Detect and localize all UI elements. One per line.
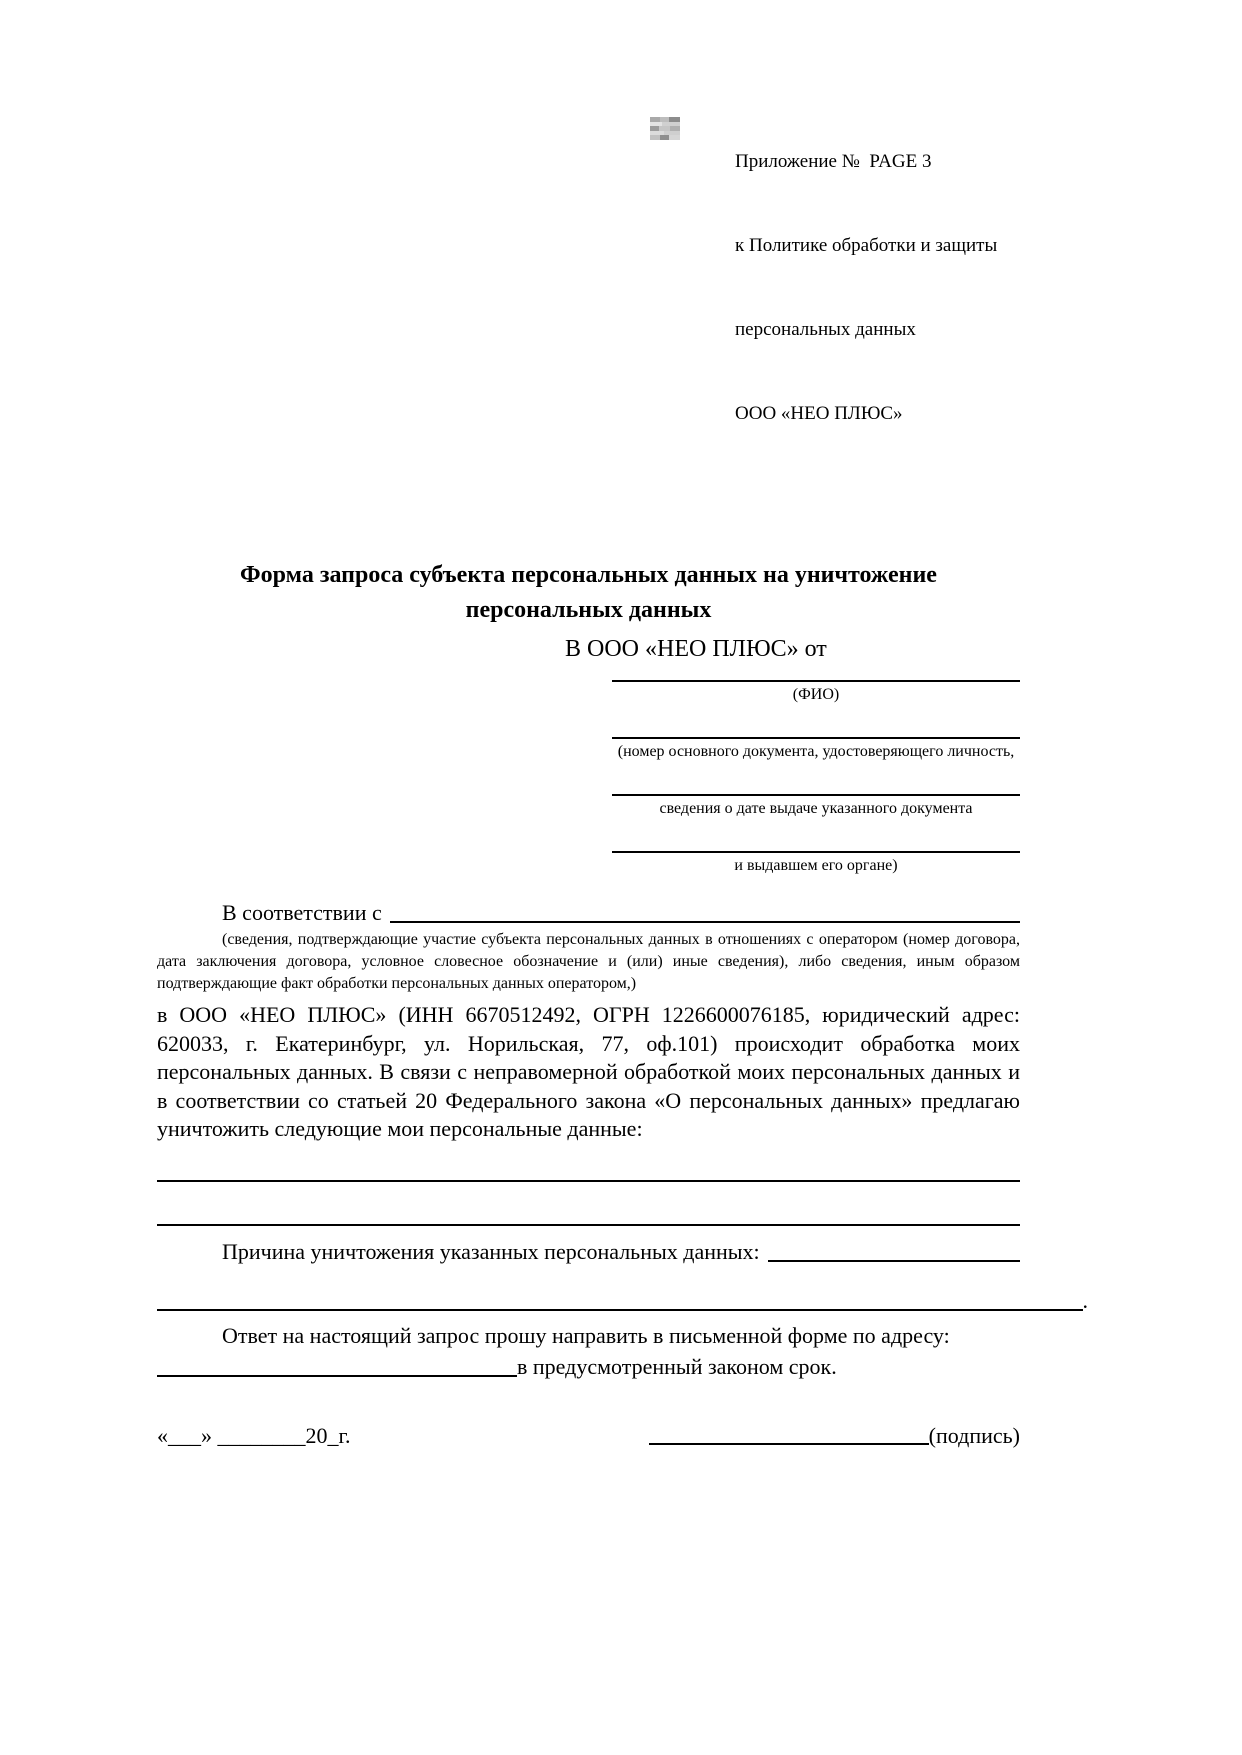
- document-title-line-2: персональных данных: [465, 597, 712, 623]
- appendix-header: [735, 92, 1020, 484]
- fio-caption: (ФИО): [792, 686, 840, 703]
- field-issue-date: [157, 794, 1020, 818]
- applicant-fields: [157, 680, 1020, 875]
- accordance-blank-line: [390, 921, 1020, 923]
- appendix-header-line-3: персональных данных: [735, 319, 916, 340]
- accordance-note: (сведения, подтверждающие участие субъекта персональных данных в отношениях с оператором (номер договора, дата заключения договора, условное словесное обозначение и (или) иные сведения), либо сведения, иным образом подтверждающие факт обработки персональных данных оператором,): [157, 931, 1020, 992]
- body-paragraph: в ООО «НЕО ПЛЮС» (ИНН 6670512492, ОГРН 1226600076185, юридический адрес: 620033, г. Екатеринбург, ул. Норильская, 77, оф.101) происходит обработка моих персональных данных. В связи с неправомерной обработкой моих персональных данных и в соответствии со статьей 20 Федерального закона «О персональных данных» предлагаю уничтожить следующие мои персональные данные:: [157, 1002, 1020, 1141]
- data-blank-line-2: [157, 1224, 1020, 1226]
- field-fio: [157, 680, 1020, 704]
- document-content: [157, 0, 1088, 1449]
- reason-continuation-row: [157, 1287, 1088, 1314]
- appendix-header-line-4: ООО «НЕО ПЛЮС»: [735, 403, 903, 424]
- accordance-prefix: В соответствии с: [222, 900, 382, 925]
- issue-date-caption: сведения о дате выдаче указанного документа: [659, 800, 973, 817]
- signature-blank-line: [649, 1443, 929, 1445]
- data-blank-line-1: [157, 1180, 1020, 1182]
- field-issuing-authority: [157, 851, 1020, 875]
- issuing-authority-caption: и выдавшем его органе): [734, 857, 898, 874]
- document-title-line-1: Форма запроса субъекта персональных данных на уничтожение: [240, 562, 937, 588]
- response-request-line: Ответ на настоящий запрос прошу направить в письменной форме по адресу:: [222, 1322, 950, 1348]
- appendix-header-line-1: Приложение № PAGE 3: [735, 151, 932, 172]
- reason-label: Причина уничтожения указанных персональных данных:: [222, 1238, 760, 1264]
- field-document-number: [157, 737, 1020, 761]
- document-title: [157, 558, 1020, 628]
- addressee-line: В ООО «НЕО ПЛЮС» от: [565, 636, 827, 662]
- reason-row: [157, 1238, 1020, 1265]
- appendix-header-line-2: к Политике обработки и защиты: [735, 235, 998, 256]
- date-signature-row: [157, 1422, 1020, 1449]
- address-blank-line: [157, 1375, 517, 1377]
- accordance-row: [157, 899, 1020, 926]
- reason-continuation-blank-line: [157, 1309, 1083, 1311]
- date-line: «___» ________20_г.: [157, 1422, 351, 1448]
- reason-blank-line: [768, 1260, 1020, 1262]
- reason-line-terminator: .: [1082, 1287, 1088, 1313]
- signature-group: [649, 1422, 1020, 1449]
- signature-caption: (подпись): [928, 1422, 1020, 1448]
- response-address-row: [157, 1353, 1020, 1380]
- response-term-text: в предусмотренный законом срок.: [517, 1353, 837, 1379]
- document-number-caption: (номер основного документа, удостоверяющего личность,: [617, 743, 1015, 760]
